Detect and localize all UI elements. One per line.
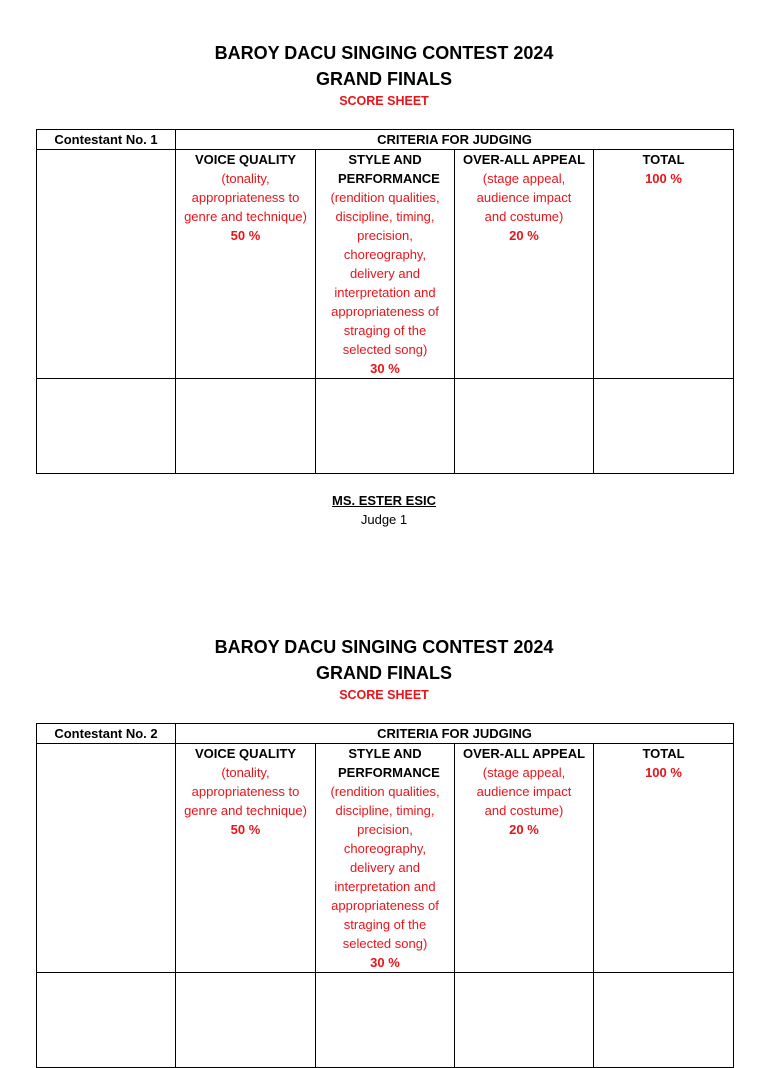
score-cell-style-performance[interactable] xyxy=(316,973,455,1068)
contest-title: BAROY DACU SINGING CONTEST 2024 xyxy=(214,637,554,657)
criterion-voice-quality xyxy=(176,150,316,379)
criterion-name: STYLE AND PERFORMANCE xyxy=(338,152,440,186)
score-cell-voice-quality[interactable] xyxy=(176,973,316,1068)
sheet-subtitle: SCORE SHEET xyxy=(339,688,429,702)
criterion-voice-quality xyxy=(176,744,316,973)
criterion-percent: 100 % xyxy=(645,765,682,780)
criterion-style-performance xyxy=(316,150,455,379)
criterion-name: VOICE QUALITY xyxy=(194,152,297,167)
criterion-description: (tonality, appropriateness to genre and technique) xyxy=(184,171,307,224)
score-table xyxy=(36,723,734,1068)
score-cell-contestant[interactable] xyxy=(37,379,176,474)
sheet-subtitle: SCORE SHEET xyxy=(339,94,429,108)
criterion-percent: 20 % xyxy=(509,822,539,837)
criterion-percent: 30 % xyxy=(370,361,400,376)
round-title: GRAND FINALS xyxy=(316,663,452,683)
contestant-info-cell xyxy=(37,150,176,379)
contestant-label: Contestant No. 2 xyxy=(37,724,176,744)
criterion-name: TOTAL xyxy=(642,746,685,761)
criterion-name: VOICE QUALITY xyxy=(194,746,297,761)
criterion-overall-appeal xyxy=(455,150,594,379)
score-cell-style-performance[interactable] xyxy=(316,379,455,474)
criterion-description: (tonality, appropriateness to genre and technique) xyxy=(184,765,307,818)
contestant-label: Contestant No. 1 xyxy=(37,130,176,150)
criterion-percent: 20 % xyxy=(509,228,539,243)
criterion-name: OVER-ALL APPEAL xyxy=(462,152,586,167)
criterion-total xyxy=(594,744,734,973)
judge-name: MS. ESTER ESIC xyxy=(331,493,437,508)
score-sheet-2 xyxy=(0,634,768,970)
criteria-header: CRITERIA FOR JUDGING xyxy=(176,724,734,744)
criterion-total xyxy=(594,150,734,379)
criterion-percent: 50 % xyxy=(230,228,261,243)
contest-title: BAROY DACU SINGING CONTEST 2024 xyxy=(214,43,554,63)
criterion-description: (rendition qualities, discipline, timing, precision, choreography, delivery and interpretation and appropriateness of straging of the selected song) xyxy=(330,190,440,357)
criterion-overall-appeal xyxy=(455,744,594,973)
score-cell-voice-quality[interactable] xyxy=(176,379,316,474)
criterion-percent: 30 % xyxy=(370,955,400,970)
score-cell-total[interactable] xyxy=(594,973,734,1068)
score-table xyxy=(36,129,734,474)
judge-role: Judge 1 xyxy=(360,512,408,527)
criterion-description: (stage appeal, audience impact and costume) xyxy=(476,171,572,224)
score-cell-overall-appeal[interactable] xyxy=(455,379,594,474)
contestant-info-cell xyxy=(37,744,176,973)
score-cell-overall-appeal[interactable] xyxy=(455,973,594,1068)
criterion-name: OVER-ALL APPEAL xyxy=(462,746,586,761)
score-sheet-1 xyxy=(0,40,768,527)
criterion-name: STYLE AND PERFORMANCE xyxy=(338,746,440,780)
criterion-percent: 50 % xyxy=(230,822,261,837)
round-title: GRAND FINALS xyxy=(316,69,452,89)
score-cell-contestant[interactable] xyxy=(37,973,176,1068)
criterion-description: (rendition qualities, discipline, timing, precision, choreography, delivery and interpretation and appropriateness of straging of the selected song) xyxy=(330,784,440,951)
criterion-style-performance xyxy=(316,744,455,973)
criterion-name: TOTAL xyxy=(642,152,685,167)
criterion-percent: 100 % xyxy=(645,171,682,186)
criteria-header: CRITERIA FOR JUDGING xyxy=(176,130,734,150)
criterion-description: (stage appeal, audience impact and costume) xyxy=(476,765,572,818)
score-cell-total[interactable] xyxy=(594,379,734,474)
judge-signature-block xyxy=(0,491,768,529)
